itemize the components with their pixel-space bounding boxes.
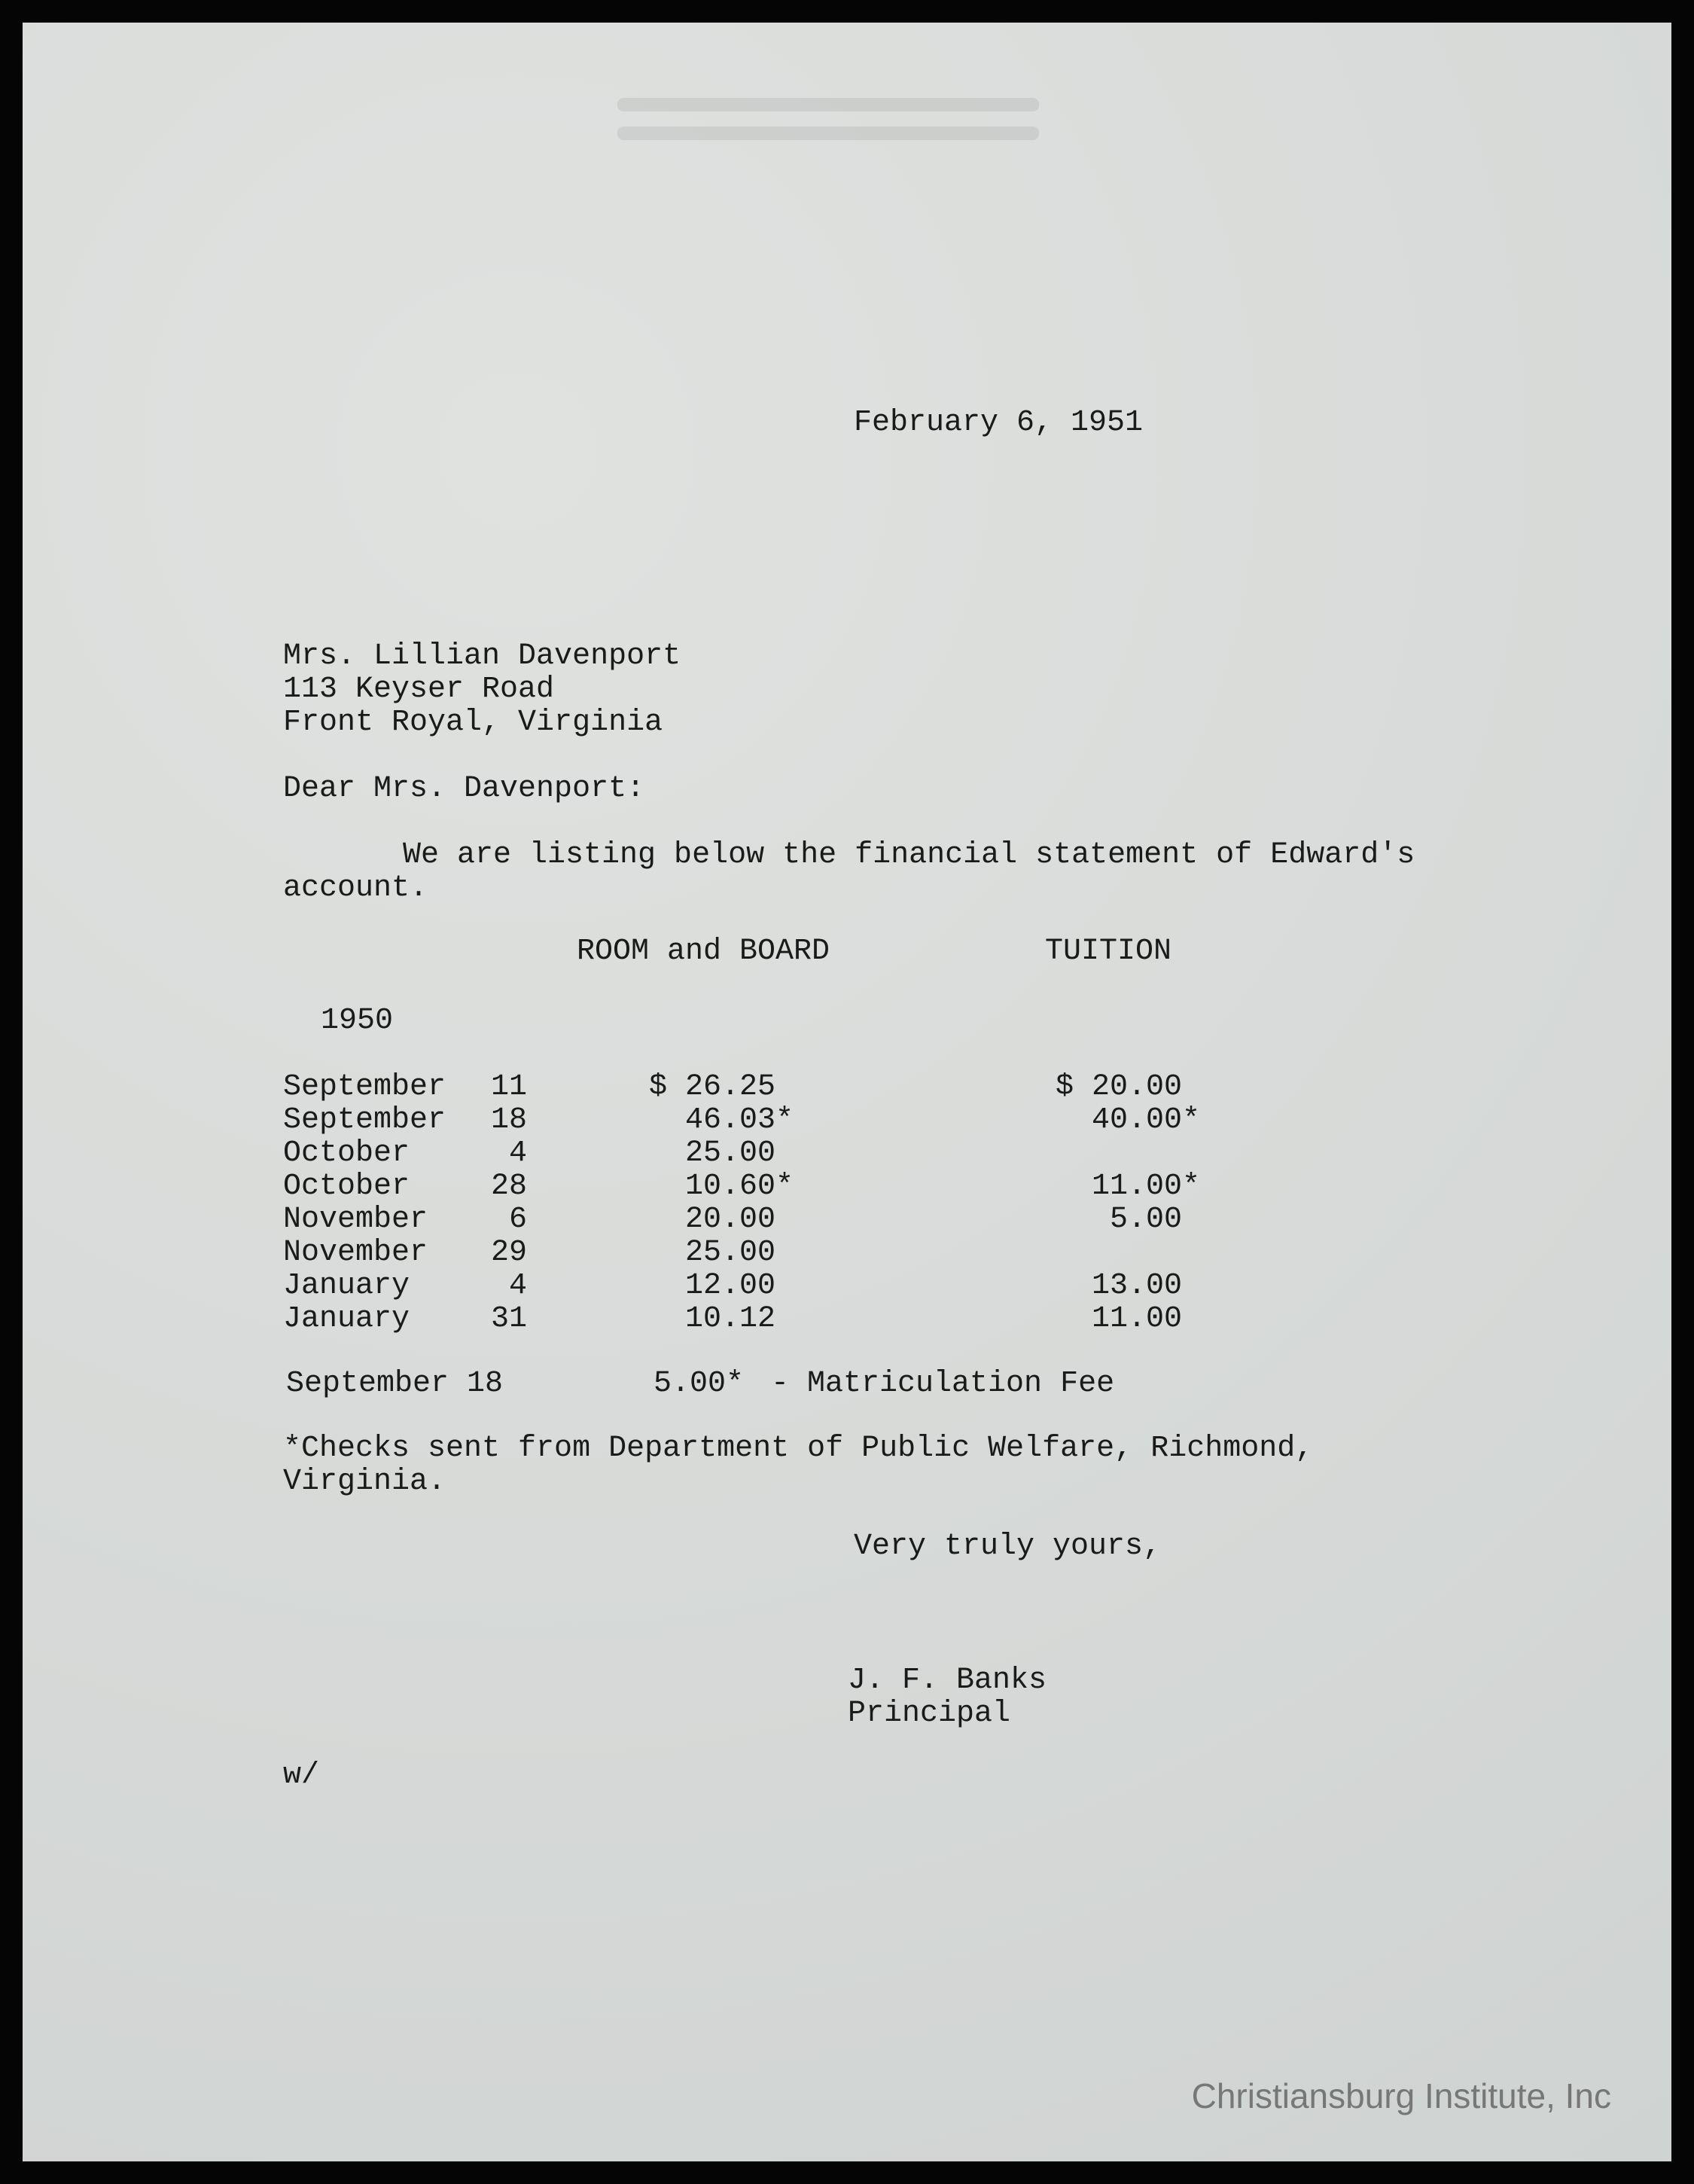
row-room-amount: 10.12	[684, 1302, 775, 1336]
row-month: January	[283, 1269, 410, 1303]
row-day: 29	[490, 1236, 527, 1270]
row-day: 31	[490, 1302, 527, 1336]
row-month: September	[283, 1103, 446, 1137]
fee-label: - Matriculation Fee	[771, 1367, 1115, 1401]
year-label: 1950	[321, 1004, 394, 1038]
row-day: 11	[490, 1070, 527, 1104]
row-day: 18	[490, 1103, 527, 1137]
row-room-amount: 25.00	[684, 1136, 775, 1170]
row-room-amount: 12.00	[684, 1269, 775, 1303]
row-tuition-amount: 5.00	[1109, 1203, 1182, 1237]
row-room-amount: 10.60*	[684, 1170, 794, 1203]
row-month: October	[283, 1136, 410, 1170]
recipient-street: 113 Keyser Road	[283, 673, 555, 706]
recipient-city: Front Royal, Virginia	[283, 706, 663, 740]
archive-watermark: Christiansburg Institute, Inc	[1191, 2076, 1611, 2115]
letter-date: February 6, 1951	[854, 406, 1144, 440]
fee-amount: 5.00*	[654, 1367, 745, 1401]
row-tuition-amount: $ 20.00	[1055, 1070, 1182, 1104]
header-tuition: TUITION	[1045, 935, 1172, 968]
row-month: November	[283, 1236, 428, 1270]
salutation: Dear Mrs. Davenport:	[283, 772, 645, 806]
signer-name: J. F. Banks	[848, 1664, 1047, 1697]
row-tuition-amount: 13.00	[1091, 1269, 1182, 1303]
row-day: 4	[508, 1269, 527, 1303]
row-month: September	[283, 1070, 446, 1104]
row-room-amount: $ 26.25	[648, 1070, 775, 1104]
closing: Very truly yours,	[854, 1530, 1162, 1563]
recipient-name: Mrs. Lillian Davenport	[283, 639, 681, 673]
footnote-line-2: Virginia.	[283, 1465, 446, 1499]
row-month: November	[283, 1203, 428, 1237]
intro-line-1: We are listing below the financial statement of Edward's	[403, 838, 1415, 872]
row-tuition-amount: 11.00	[1091, 1302, 1182, 1336]
row-tuition-amount: 40.00*	[1091, 1103, 1200, 1137]
faint-letterhead-bleed	[617, 98, 1039, 166]
row-month: January	[283, 1302, 410, 1336]
signer-title: Principal	[848, 1697, 1011, 1731]
enclosure-mark: w/	[283, 1758, 320, 1792]
row-month: October	[283, 1170, 410, 1203]
footnote-line-1: *Checks sent from Department of Public Welfare, Richmond,	[283, 1432, 1314, 1466]
header-room-board: ROOM and BOARD	[577, 935, 830, 968]
row-day: 28	[490, 1170, 527, 1203]
row-tuition-amount: 11.00*	[1091, 1170, 1200, 1203]
fee-date: September 18	[286, 1367, 504, 1401]
row-room-amount: 46.03*	[684, 1103, 794, 1137]
row-room-amount: 25.00	[684, 1236, 775, 1270]
row-room-amount: 20.00	[684, 1203, 775, 1237]
row-day: 4	[508, 1136, 527, 1170]
intro-line-2: account.	[283, 871, 428, 905]
row-day: 6	[508, 1203, 527, 1237]
letter-page	[23, 23, 1671, 2161]
